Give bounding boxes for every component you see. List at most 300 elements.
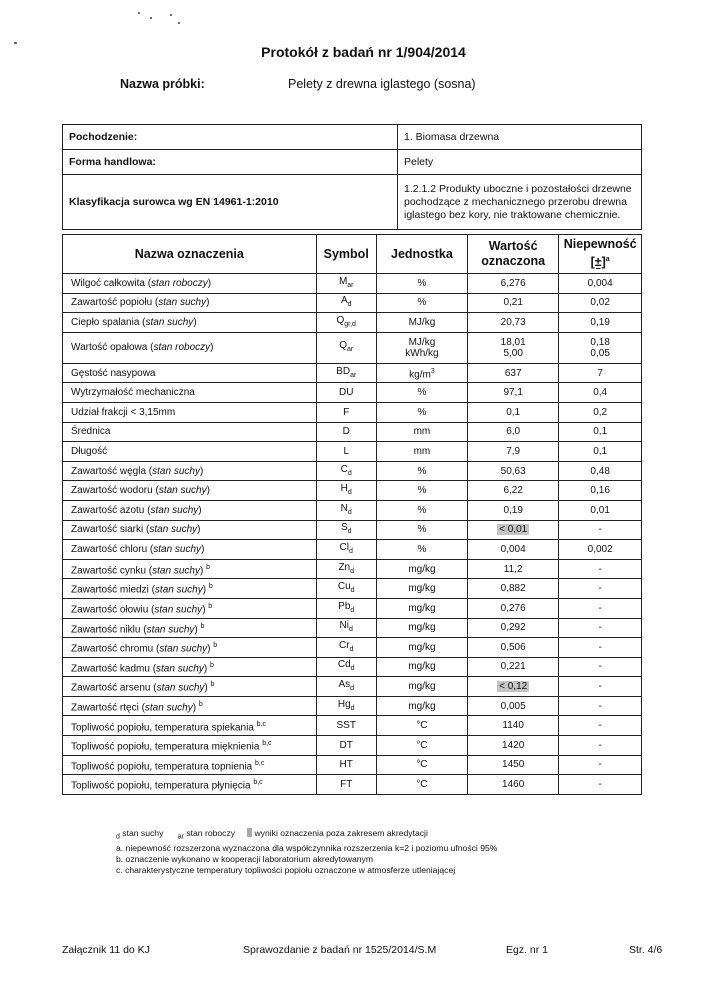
row-symbol: F [343, 406, 350, 418]
cell-symbol [316, 363, 376, 383]
row-state: stan suchy [156, 682, 205, 694]
row-uncertainty: - [598, 583, 602, 595]
cell-symbol [316, 402, 376, 422]
row-name: Udział frakcji < 3,15mm [71, 406, 176, 418]
info-key: Pochodzenie: [63, 125, 398, 150]
header-uncertainty [559, 235, 642, 274]
cell-value [468, 775, 559, 795]
row-name: Topliwość popiołu, temperatura płynięcia [71, 780, 251, 792]
row-symbol: D [342, 426, 350, 438]
cell-value [468, 540, 559, 560]
cell-unit [376, 293, 467, 313]
cell-value [468, 332, 559, 363]
row-name: Zawartość węgla [71, 465, 147, 477]
legend-d: stan suchy [122, 828, 164, 838]
cell-symbol [316, 313, 376, 333]
cell-uncertainty [559, 775, 642, 795]
row-name: Wilgoć całkowita [71, 277, 145, 289]
cell-value [468, 520, 559, 540]
row-uncertainty: - [598, 622, 602, 634]
info-value: 1.2.1.2 Produkty uboczne i pozostałości drzewne pochodzące z mechanicznego przerobu drewna iglastego bez kory, nie traktowane chemicznie. [398, 175, 642, 230]
table-row [63, 755, 642, 775]
row-uncertainty: - [598, 700, 602, 712]
row-value: 0,005 [500, 700, 526, 712]
row-name: Gęstość nasypowa [71, 367, 156, 379]
row-symbol: Ni [339, 620, 349, 632]
table-row [63, 559, 642, 579]
row-value: 0,506 [500, 641, 526, 653]
row-name: Zawartość siarki [71, 524, 144, 536]
info-row-origin [63, 125, 642, 150]
footnote-mark: b [209, 661, 214, 669]
footer-report: Sprawozdanie z badań nr 1525/2014/S.M [243, 944, 437, 956]
cell-name [63, 422, 317, 442]
row-state: stan suchy [158, 485, 207, 497]
row-value: 6,22 [503, 485, 523, 497]
cell-uncertainty [559, 363, 642, 383]
cell-unit [376, 332, 467, 363]
row-symbol: DT [339, 739, 353, 751]
cell-value [468, 363, 559, 383]
cell-value [468, 579, 559, 599]
footnote-mark: b [213, 642, 218, 650]
table-row [63, 736, 642, 756]
highlight-swatch-icon [247, 828, 252, 837]
cell-name: Zawartość wodoru (stan suchy) [63, 481, 317, 501]
cell-uncertainty [559, 274, 642, 294]
row-unit: % [417, 387, 427, 399]
row-symbol: Q [339, 340, 347, 352]
row-symbol: L [343, 445, 349, 457]
row-uncertainty: - [598, 661, 602, 673]
row-uncertainty: - [598, 681, 602, 693]
cell-uncertainty [559, 402, 642, 422]
row-symbol: BD [336, 365, 351, 377]
cell-symbol [316, 540, 376, 560]
legend-highlight: wyniki oznaczenia poza zakresem akredytacji [254, 828, 428, 838]
row-symbol: Cr [338, 639, 350, 651]
row-uncertainty: - [598, 779, 602, 791]
footnote-mark: b [210, 681, 215, 689]
cell-uncertainty [559, 500, 642, 520]
row-state: stan suchy [145, 316, 194, 328]
cell-uncertainty [559, 520, 642, 540]
table-row [63, 500, 642, 520]
cell-symbol [316, 559, 376, 579]
row-unit: % [417, 504, 427, 516]
row-uncertainty: 0,16 [590, 485, 610, 497]
row-value: 1140 [502, 720, 524, 732]
row-value: 1460 [502, 779, 525, 791]
cell-name: Zawartość ołowiu (stan suchy) $^b$ [63, 598, 317, 618]
header-uncertainty-label: Niepewność [563, 237, 637, 252]
row-value: 1420 [502, 739, 525, 751]
legend-notes [116, 828, 497, 875]
row-state: stan suchy [146, 623, 195, 635]
cell-symbol [316, 598, 376, 618]
footer-attachment: Załącznik 11 do KJ [62, 944, 150, 956]
row-state: stan suchy [144, 702, 193, 714]
cell-uncertainty [559, 332, 642, 363]
row-symbol-sub: d [350, 606, 355, 614]
cell-value [468, 716, 559, 736]
cell-uncertainty [559, 422, 642, 442]
legend-line [116, 828, 497, 843]
cell-value [468, 755, 559, 775]
legend-ar: stan roboczy [186, 828, 236, 838]
cell-value [468, 696, 559, 716]
footer-page: Str. 4/6 [629, 944, 663, 956]
row-name: Zawartość rtęci [71, 702, 139, 714]
cell-value [468, 293, 559, 313]
cell-symbol [316, 422, 376, 442]
cell-symbol [316, 461, 376, 481]
cell-name: Zawartość arsenu (stan suchy) $^b$ [63, 677, 317, 697]
cell-unit [376, 579, 467, 599]
note-c: c. charakterystyczne temperatury topliwości popiołu oznaczone w atmosferze utleniającej [116, 864, 456, 875]
page-title: Protokół z badań nr 1/904/2014 [261, 44, 466, 60]
row-unit: mg/kg [408, 602, 436, 614]
row-state: stan suchy [154, 584, 203, 596]
row-uncertainty: 0,002 [587, 543, 613, 555]
row-symbol: S [340, 522, 348, 534]
row-state: stan suchy [150, 504, 199, 516]
row-symbol: Zn [338, 561, 351, 573]
row-uncertainty: - [598, 759, 602, 771]
row-symbol-sub: d [347, 469, 352, 477]
note-a: a. niepewność rozszerzona wyznaczona dla współczynnika rozszerzenia k=2 i poziomu ufności 95% [116, 843, 498, 854]
cell-name [63, 716, 317, 736]
cell-uncertainty [559, 598, 642, 618]
cell-name: Zawartość siarki (stan suchy) [63, 520, 317, 540]
row-unit: MJ/kg [408, 316, 436, 328]
cell-value [468, 618, 559, 638]
row-symbol: Cu [337, 581, 351, 593]
cell-symbol [316, 383, 376, 403]
cell-unit [376, 402, 467, 422]
note-b: b. oznaczenie wykonano w kooperacji laboratorium akredytowanym [116, 853, 373, 864]
table-row [63, 274, 642, 294]
row-name: Zawartość miedzi [71, 584, 149, 596]
info-value: Pelety [398, 150, 642, 175]
table-row [63, 461, 642, 481]
cell-uncertainty [559, 618, 642, 638]
row-uncertainty: - [598, 641, 602, 653]
row-value: 0,882 [500, 583, 526, 595]
header-name: Nazwa oznaczenia [63, 235, 317, 274]
row-symbol: N [340, 502, 348, 514]
footer-copy: Egz. nr 1 [506, 944, 549, 956]
row-symbol-sub: d [349, 547, 353, 555]
row-name: Zawartość ołowiu [71, 604, 149, 616]
row-name: Zawartość chloru [71, 543, 148, 555]
results-body [63, 274, 642, 795]
row-symbol-sub: d [347, 489, 352, 497]
row-value: 97,1 [503, 387, 523, 399]
row-unit: % [417, 297, 427, 309]
table-row [63, 481, 642, 501]
cell-uncertainty [559, 755, 642, 775]
row-state: stan suchy [154, 604, 203, 616]
cell-name [63, 363, 317, 383]
row-value: 6,0 [506, 426, 521, 438]
row-uncertainty: - [598, 720, 602, 732]
cell-symbol [316, 736, 376, 756]
row-symbol-sub: ar [350, 371, 357, 379]
row-symbol: A [340, 295, 348, 307]
row-name: Wartość opałowa [71, 342, 148, 354]
row-symbol: FT [340, 779, 353, 791]
row-name: Średnica [71, 426, 111, 438]
row-symbol-sub: ar [347, 281, 354, 289]
row-value: 7,9 [506, 445, 521, 457]
cell-unit [376, 461, 467, 481]
row-unit: °C [416, 759, 428, 771]
cell-uncertainty [559, 579, 642, 599]
row-state: stan suchy [152, 465, 200, 477]
row-unit: kg/m [409, 369, 431, 381]
row-uncertainty: 0,4 [593, 387, 608, 399]
row-name: Długość [71, 445, 108, 457]
row-unit: % [417, 465, 427, 477]
info-value: 1. Biomasa drzewna [398, 125, 642, 150]
cell-value [468, 461, 559, 481]
cell-name: Zawartość kadmu (stan suchy) $^b$ [63, 657, 317, 677]
cell-value [468, 500, 559, 520]
row-state: stan roboczy [153, 342, 211, 354]
table-row [63, 293, 642, 313]
cell-uncertainty [559, 657, 642, 677]
footnote-mark: b,c [262, 740, 272, 748]
cell-symbol [316, 716, 376, 736]
row-name: Zawartość cynku [71, 565, 147, 577]
row-unit: % [417, 524, 427, 536]
table-row [63, 696, 642, 716]
table-row [63, 383, 642, 403]
table-row [63, 540, 642, 560]
cell-name: Zawartość azotu (stan suchy) [63, 500, 317, 520]
row-uncertainty: 0,2 [593, 406, 608, 418]
cell-unit [376, 736, 467, 756]
row-unit: mg/kg [408, 681, 436, 693]
row-uncertainty: 7 [597, 367, 603, 379]
cell-symbol [316, 274, 376, 294]
table-row [63, 402, 642, 422]
row-unit: °C [416, 720, 428, 732]
cell-name [63, 775, 317, 795]
header-symbol: Symbol [316, 235, 376, 274]
cell-name [63, 442, 317, 462]
row-symbol: Cd [337, 659, 351, 671]
cell-unit [376, 657, 467, 677]
footnote-mark: a [605, 256, 610, 264]
results-header-row [63, 235, 642, 274]
cell-name: Zawartość niklu (stan suchy) $^b$ [63, 618, 317, 638]
row-symbol-sub: d [347, 301, 352, 309]
cell-value [468, 274, 559, 294]
row-name: Zawartość arsenu [71, 682, 151, 694]
row-name: Zawartość chromu [71, 643, 154, 655]
cell-name [63, 383, 317, 403]
row-symbol-sub: d [347, 508, 352, 516]
row-value: 1450 [502, 759, 525, 771]
row-value: 50,63 [500, 465, 526, 477]
cell-uncertainty [559, 442, 642, 462]
row-uncertainty: 0,19 [590, 316, 610, 328]
row-uncertainty: - [598, 602, 602, 614]
footnote-mark: b,c [256, 720, 267, 728]
cell-value [468, 657, 559, 677]
row-value: 0,19 [503, 504, 523, 516]
cell-symbol [316, 677, 376, 697]
cell-name: Wilgoć całkowita (stan roboczy) [63, 274, 317, 294]
cell-unit [376, 696, 467, 716]
cell-uncertainty [559, 293, 642, 313]
table-row [63, 638, 642, 658]
cell-name: Zawartość węgla (stan suchy) [63, 461, 317, 481]
cell-value [468, 598, 559, 618]
cell-unit [376, 755, 467, 775]
sample-name-value: Pelety z drewna iglastego (sosna) [288, 77, 476, 91]
row-uncertainty: 0,004 [587, 277, 613, 289]
row-value: < 0,01 [499, 524, 528, 536]
cell-unit [376, 500, 467, 520]
cell-name: Zawartość cynku (stan suchy) $^b$ [63, 559, 317, 579]
row-state: stan suchy [153, 543, 202, 555]
table-row [63, 520, 642, 540]
cell-symbol [316, 520, 376, 540]
sample-info-table [62, 124, 642, 230]
row-unit-sup: 3 [430, 367, 435, 375]
table-row [63, 363, 642, 383]
info-key: Klasyfikacja surowca wg EN 14961-1:2010 [63, 175, 398, 230]
row-unit: % [417, 277, 427, 289]
row-value: < 0,12 [499, 681, 528, 693]
row-symbol: HT [339, 759, 353, 771]
row-value-2: 5,00 [503, 347, 523, 359]
cell-name: Zawartość miedzi (stan suchy) $^b$ [63, 579, 317, 599]
cell-uncertainty [559, 461, 642, 481]
row-value: 0,292 [500, 622, 526, 634]
row-value: 0,276 [500, 602, 526, 614]
row-state: stan suchy [159, 643, 208, 655]
row-name: Topliwość popiołu, temperatura mięknienia [71, 741, 260, 753]
footnote-mark: b [208, 583, 213, 591]
row-name: Zawartość azotu [71, 504, 145, 516]
cell-name [63, 402, 317, 422]
row-value: 0,21 [503, 297, 523, 309]
cell-value [468, 402, 559, 422]
row-symbol-sub: d [349, 645, 354, 653]
row-symbol-sub: d [350, 685, 355, 693]
row-symbol-sub: d [350, 704, 355, 712]
cell-unit [376, 638, 467, 658]
cell-symbol [316, 579, 376, 599]
row-state: stan roboczy [151, 277, 208, 289]
row-uncertainty-2: 0,05 [590, 347, 610, 359]
cell-unit [376, 481, 467, 501]
row-name: Zawartość wodoru [71, 485, 153, 497]
cell-name: Zawartość chloru (stan suchy) [63, 540, 317, 560]
row-symbol-sub: d [350, 587, 355, 595]
sample-name-label: Nazwa próbki: [120, 77, 205, 91]
row-symbol: H [340, 483, 348, 495]
cell-uncertainty [559, 736, 642, 756]
table-row [63, 579, 642, 599]
cell-unit [376, 422, 467, 442]
cell-value [468, 638, 559, 658]
header-uncertainty-sub: [±] [590, 255, 606, 270]
table-row [63, 598, 642, 618]
row-symbol: Q [336, 314, 345, 326]
row-value: 11,2 [503, 563, 523, 575]
row-value: 0,221 [500, 661, 526, 673]
row-unit: mg/kg [408, 661, 436, 673]
row-value: 637 [504, 367, 522, 379]
row-name: Zawartość kadmu [71, 663, 150, 675]
cell-name: Ciepło spalania (stan suchy) [63, 313, 317, 333]
cell-name: Zawartość popiołu (stan suchy) [63, 293, 317, 313]
row-unit: % [417, 406, 427, 418]
row-uncertainty: - [598, 563, 602, 575]
cell-name: Zawartość chromu (stan suchy) $^b$ [63, 638, 317, 658]
row-uncertainty: 0,1 [593, 445, 608, 457]
row-state: stan suchy [156, 663, 204, 675]
table-row [63, 313, 642, 333]
cell-symbol [316, 500, 376, 520]
row-name: Topliwość popiołu, temperatura topnienia [71, 761, 253, 773]
table-row [63, 775, 642, 795]
info-key: Forma handlowa: [63, 150, 398, 175]
cell-unit [376, 442, 467, 462]
header-unit: Jednostka [376, 235, 467, 274]
row-symbol: C [340, 463, 348, 475]
row-unit: mg/kg [408, 583, 436, 595]
info-row-form [63, 150, 642, 175]
row-symbol: DU [339, 387, 354, 399]
row-unit: % [417, 543, 427, 555]
row-state: stan suchy [158, 297, 207, 309]
cell-symbol [316, 638, 376, 658]
cell-value [468, 559, 559, 579]
cell-name [63, 736, 317, 756]
footnote-mark: b [200, 622, 205, 630]
row-value: 20,73 [500, 316, 526, 328]
table-row [63, 442, 642, 462]
cell-unit [376, 716, 467, 736]
footnote-mark: b,c [253, 779, 263, 787]
row-uncertainty: 0,01 [590, 504, 610, 516]
cell-symbol [316, 755, 376, 775]
row-uncertainty: 0,02 [590, 297, 610, 309]
cell-unit [376, 598, 467, 618]
table-row [63, 422, 642, 442]
row-symbol-sub: d [350, 665, 355, 673]
cell-value [468, 736, 559, 756]
row-symbol: Hg [337, 698, 351, 710]
row-symbol-sub: d [347, 528, 352, 536]
cell-symbol [316, 293, 376, 313]
table-row [63, 677, 642, 697]
footnote-mark: b [198, 701, 203, 708]
row-unit-2: kWh/kg [405, 347, 439, 359]
footnote-mark: b [208, 603, 213, 611]
cell-unit [376, 363, 467, 383]
table-row [63, 332, 642, 363]
cell-uncertainty [559, 540, 642, 560]
legend-ar-sub: ar [177, 833, 184, 841]
legend-d-sub: d [116, 833, 120, 841]
